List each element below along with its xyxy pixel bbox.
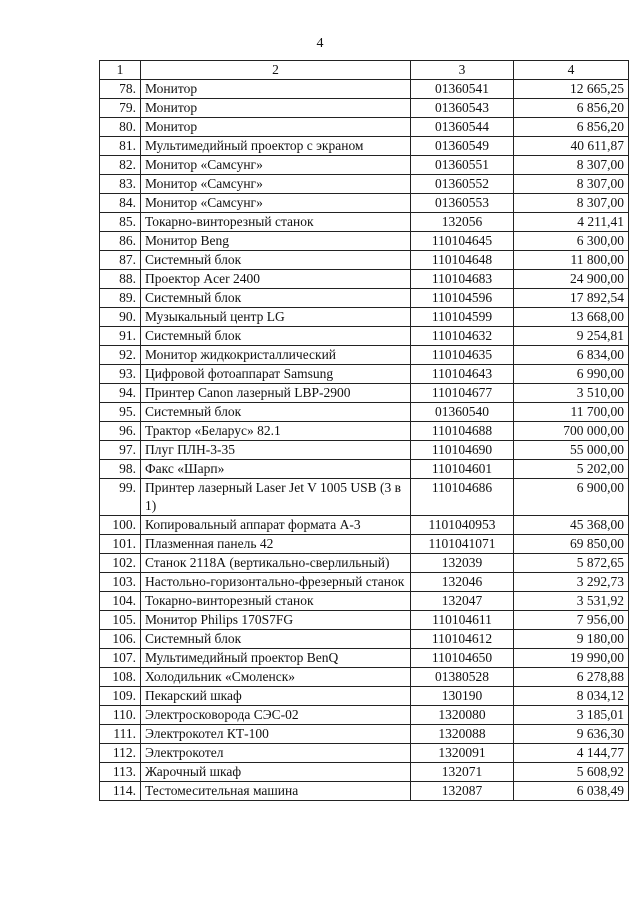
item-name: Станок 2118А (вертикально-сверлильный)	[141, 554, 411, 573]
inventory-code: 01380528	[411, 668, 514, 687]
item-value: 3 185,01	[514, 706, 629, 725]
item-value: 6 038,49	[514, 782, 629, 801]
inventory-code: 110104632	[411, 327, 514, 346]
item-name: Электросковорода СЭС-02	[141, 706, 411, 725]
item-value: 5 608,92	[514, 763, 629, 782]
table-row	[100, 744, 629, 763]
table-row	[100, 251, 629, 270]
table-row	[100, 365, 629, 384]
inventory-code: 110104611	[411, 611, 514, 630]
inventory-code: 01360544	[411, 118, 514, 137]
inventory-code: 1101041071	[411, 535, 514, 554]
inventory-code: 110104612	[411, 630, 514, 649]
table-row	[100, 630, 629, 649]
table-row	[100, 308, 629, 327]
inventory-code: 110104601	[411, 460, 514, 479]
item-name: Токарно-винторезный станок	[141, 213, 411, 232]
item-value: 6 990,00	[514, 365, 629, 384]
inventory-code: 110104643	[411, 365, 514, 384]
item-name: Системный блок	[141, 403, 411, 422]
inventory-code: 01360543	[411, 99, 514, 118]
row-number: 92.	[100, 346, 141, 365]
table-row	[100, 668, 629, 687]
table-row	[100, 270, 629, 289]
item-name: Мультимедийный проектор с экраном	[141, 137, 411, 156]
row-number: 86.	[100, 232, 141, 251]
item-value: 3 510,00	[514, 384, 629, 403]
item-value: 17 892,54	[514, 289, 629, 308]
item-value: 8 034,12	[514, 687, 629, 706]
table-row	[100, 289, 629, 308]
inventory-code: 132039	[411, 554, 514, 573]
table-row	[100, 479, 629, 516]
row-number: 98.	[100, 460, 141, 479]
header-cell-3: 3	[411, 61, 514, 80]
row-number: 114.	[100, 782, 141, 801]
row-number: 90.	[100, 308, 141, 327]
row-number: 82.	[100, 156, 141, 175]
row-number: 101.	[100, 535, 141, 554]
item-name: Монитор жидкокристаллический	[141, 346, 411, 365]
item-name: Системный блок	[141, 251, 411, 270]
item-value: 700 000,00	[514, 422, 629, 441]
row-number: 97.	[100, 441, 141, 460]
inventory-code: 01360549	[411, 137, 514, 156]
inventory-code: 01360540	[411, 403, 514, 422]
row-number: 108.	[100, 668, 141, 687]
row-number: 95.	[100, 403, 141, 422]
item-name: Музыкальный центр LG	[141, 308, 411, 327]
inventory-code: 110104596	[411, 289, 514, 308]
table-row	[100, 782, 629, 801]
item-name: Цифровой фотоаппарат Samsung	[141, 365, 411, 384]
item-value: 6 278,88	[514, 668, 629, 687]
item-name: Принтер Canon лазерный LBP-2900	[141, 384, 411, 403]
table-row	[100, 327, 629, 346]
table-row	[100, 232, 629, 251]
item-name: Проектор Acer 2400	[141, 270, 411, 289]
row-number: 94.	[100, 384, 141, 403]
item-name: Мультимедийный проектор BenQ	[141, 649, 411, 668]
table-row	[100, 403, 629, 422]
inventory-code: 1101040953	[411, 516, 514, 535]
item-name: Жарочный шкаф	[141, 763, 411, 782]
item-name: Монитор	[141, 118, 411, 137]
item-value: 40 611,87	[514, 137, 629, 156]
row-number: 109.	[100, 687, 141, 706]
table-row	[100, 460, 629, 479]
inventory-code: 110104645	[411, 232, 514, 251]
item-value: 9 180,00	[514, 630, 629, 649]
inventory-code: 110104686	[411, 479, 514, 516]
item-name: Монитор «Самсунг»	[141, 194, 411, 213]
row-number: 88.	[100, 270, 141, 289]
item-name: Принтер лазерный Laser Jet V 1005 USB (3 в 1)	[141, 479, 411, 516]
row-number: 85.	[100, 213, 141, 232]
row-number: 79.	[100, 99, 141, 118]
table-row	[100, 80, 629, 99]
item-name: Факс «Шарп»	[141, 460, 411, 479]
row-number: 105.	[100, 611, 141, 630]
row-number: 84.	[100, 194, 141, 213]
item-value: 6 300,00	[514, 232, 629, 251]
table-header-row	[100, 61, 629, 80]
row-number: 87.	[100, 251, 141, 270]
item-value: 11 700,00	[514, 403, 629, 422]
item-value: 3 531,92	[514, 592, 629, 611]
row-number: 83.	[100, 175, 141, 194]
inventory-code: 01360552	[411, 175, 514, 194]
row-number: 111.	[100, 725, 141, 744]
inventory-code: 110104648	[411, 251, 514, 270]
inventory-code: 110104688	[411, 422, 514, 441]
inventory-table	[99, 60, 629, 801]
item-name: Системный блок	[141, 630, 411, 649]
header-cell-4: 4	[514, 61, 629, 80]
item-value: 4 211,41	[514, 213, 629, 232]
item-value: 9 254,81	[514, 327, 629, 346]
row-number: 103.	[100, 573, 141, 592]
item-value: 4 144,77	[514, 744, 629, 763]
item-value: 6 900,00	[514, 479, 629, 516]
item-name: Монитор «Самсунг»	[141, 156, 411, 175]
inventory-code: 01360551	[411, 156, 514, 175]
item-name: Тестомесительная машина	[141, 782, 411, 801]
item-name: Настольно-горизонтально-фрезерный станок	[141, 573, 411, 592]
item-name: Пекарский шкаф	[141, 687, 411, 706]
table-row	[100, 213, 629, 232]
inventory-code: 110104599	[411, 308, 514, 327]
item-name: Системный блок	[141, 289, 411, 308]
page-number: 4	[316, 36, 324, 51]
item-name: Монитор	[141, 80, 411, 99]
row-number: 112.	[100, 744, 141, 763]
row-number: 96.	[100, 422, 141, 441]
inventory-code: 110104690	[411, 441, 514, 460]
inventory-code: 130190	[411, 687, 514, 706]
inventory-code: 1320091	[411, 744, 514, 763]
item-value: 45 368,00	[514, 516, 629, 535]
row-number: 110.	[100, 706, 141, 725]
item-value: 24 900,00	[514, 270, 629, 289]
item-value: 7 956,00	[514, 611, 629, 630]
table-row	[100, 554, 629, 573]
inventory-code: 01360553	[411, 194, 514, 213]
row-number: 106.	[100, 630, 141, 649]
inventory-code: 01360541	[411, 80, 514, 99]
inventory-code: 110104677	[411, 384, 514, 403]
row-number: 107.	[100, 649, 141, 668]
item-name: Монитор «Самсунг»	[141, 175, 411, 194]
table-row	[100, 346, 629, 365]
inventory-code: 110104635	[411, 346, 514, 365]
row-number: 99.	[100, 479, 141, 516]
table-row	[100, 137, 629, 156]
table-row	[100, 725, 629, 744]
item-name: Токарно-винторезный станок	[141, 592, 411, 611]
item-value: 55 000,00	[514, 441, 629, 460]
table-row	[100, 118, 629, 137]
row-number: 78.	[100, 80, 141, 99]
table-row	[100, 763, 629, 782]
table-body	[100, 61, 629, 801]
row-number: 81.	[100, 137, 141, 156]
table-row	[100, 687, 629, 706]
inventory-code: 132071	[411, 763, 514, 782]
item-value: 6 834,00	[514, 346, 629, 365]
item-value: 9 636,30	[514, 725, 629, 744]
item-value: 5 872,65	[514, 554, 629, 573]
item-name: Монитор Philips 170S7FG	[141, 611, 411, 630]
table-row	[100, 441, 629, 460]
inventory-code: 1320088	[411, 725, 514, 744]
inventory-code: 110104650	[411, 649, 514, 668]
inventory-code: 1320080	[411, 706, 514, 725]
item-name: Плуг ПЛН-3-35	[141, 441, 411, 460]
table-row	[100, 649, 629, 668]
inventory-code: 110104683	[411, 270, 514, 289]
item-value: 5 202,00	[514, 460, 629, 479]
item-value: 11 800,00	[514, 251, 629, 270]
item-name: Плазменная панель 42	[141, 535, 411, 554]
table-row	[100, 573, 629, 592]
item-name: Копировальный аппарат формата А-3	[141, 516, 411, 535]
item-value: 69 850,00	[514, 535, 629, 554]
inventory-code: 132056	[411, 213, 514, 232]
row-number: 91.	[100, 327, 141, 346]
table-row	[100, 194, 629, 213]
row-number: 102.	[100, 554, 141, 573]
header-cell-1: 1	[100, 61, 141, 80]
item-value: 13 668,00	[514, 308, 629, 327]
item-name: Электрокотел	[141, 744, 411, 763]
inventory-code: 132047	[411, 592, 514, 611]
item-name: Системный блок	[141, 327, 411, 346]
row-number: 100.	[100, 516, 141, 535]
row-number: 80.	[100, 118, 141, 137]
item-value: 19 990,00	[514, 649, 629, 668]
table-row	[100, 384, 629, 403]
table-row	[100, 422, 629, 441]
item-value: 8 307,00	[514, 175, 629, 194]
item-value: 12 665,25	[514, 80, 629, 99]
row-number: 89.	[100, 289, 141, 308]
table-row	[100, 535, 629, 554]
table-row	[100, 156, 629, 175]
item-name: Электрокотел КТ-100	[141, 725, 411, 744]
table-row	[100, 516, 629, 535]
item-value: 8 307,00	[514, 156, 629, 175]
row-number: 93.	[100, 365, 141, 384]
table-row	[100, 99, 629, 118]
row-number: 113.	[100, 763, 141, 782]
item-name: Монитор	[141, 99, 411, 118]
row-number: 104.	[100, 592, 141, 611]
item-value: 6 856,20	[514, 118, 629, 137]
item-value: 6 856,20	[514, 99, 629, 118]
item-name: Монитор Beng	[141, 232, 411, 251]
table-row	[100, 611, 629, 630]
inventory-code: 132046	[411, 573, 514, 592]
table-row	[100, 706, 629, 725]
header-cell-2: 2	[141, 61, 411, 80]
item-value: 8 307,00	[514, 194, 629, 213]
item-name: Трактор «Беларус» 82.1	[141, 422, 411, 441]
inventory-code: 132087	[411, 782, 514, 801]
table-row	[100, 175, 629, 194]
item-value: 3 292,73	[514, 573, 629, 592]
item-name: Холодильник «Смоленск»	[141, 668, 411, 687]
table-row	[100, 592, 629, 611]
